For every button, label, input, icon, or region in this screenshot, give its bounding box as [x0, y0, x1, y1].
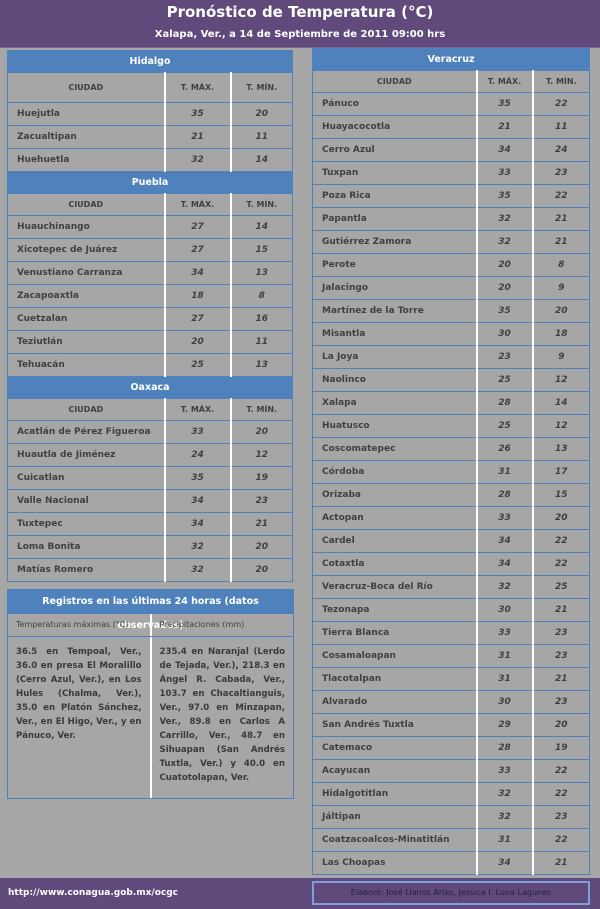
city-name: Gutiérrez Zamora [313, 231, 477, 254]
max-temp: 31 [477, 461, 533, 484]
column-header-min: T. MÍN. [231, 194, 293, 216]
table-row [313, 737, 590, 760]
city-name: Matías Romero [8, 559, 165, 582]
min-temp: 23 [533, 645, 590, 668]
max-temp: 25 [477, 415, 533, 438]
max-temp: 27 [165, 308, 231, 331]
column-header-max: T. MÁX. [477, 71, 533, 93]
min-temp: 9 [533, 277, 590, 300]
min-temp: 12 [231, 444, 293, 467]
city-name: Teziutlán [8, 331, 165, 354]
column-header-min: T. MÍN. [231, 73, 293, 103]
max-temp: 32 [165, 536, 231, 559]
city-name: Loma Bonita [8, 536, 165, 559]
table-row [8, 536, 293, 559]
min-temp: 23 [533, 806, 590, 829]
column-header-max: T. MÁX. [165, 194, 231, 216]
city-name: Huauchinango [8, 216, 165, 239]
city-name: Zacualtipan [8, 126, 165, 149]
max-temp: 21 [165, 126, 231, 149]
max-temp: 20 [477, 277, 533, 300]
city-name: Venustiano Carranza [8, 262, 165, 285]
max-temp: 33 [165, 421, 231, 444]
city-name: Tlacotalpan [313, 668, 477, 691]
table-row [8, 559, 293, 582]
table-row [313, 185, 590, 208]
title-bar [0, 0, 600, 48]
max-temp: 26 [477, 438, 533, 461]
table-row [8, 285, 293, 308]
table-row [313, 806, 590, 829]
min-temp: 19 [533, 737, 590, 760]
max-temp: 25 [477, 369, 533, 392]
city-name: Papantla [313, 208, 477, 231]
max-temp: 30 [477, 691, 533, 714]
min-temp: 22 [533, 93, 590, 116]
city-name: Martínez de la Torre [313, 300, 477, 323]
column-header-row [8, 399, 293, 421]
state-header-row [313, 49, 590, 71]
city-name: Tierra Blanca [313, 622, 477, 645]
min-temp: 14 [231, 149, 293, 172]
table-row [8, 308, 293, 331]
table-row [313, 254, 590, 277]
city-name: Valle Nacional [8, 490, 165, 513]
min-temp: 13 [231, 262, 293, 285]
column-header-city: CIUDAD [8, 73, 165, 103]
min-temp: 20 [231, 103, 293, 126]
table-row [313, 576, 590, 599]
max-temp: 25 [165, 354, 231, 377]
max-temp: 35 [477, 185, 533, 208]
city-name: Huautla de Jiménez [8, 444, 165, 467]
min-temp: 24 [533, 139, 590, 162]
state-name: Oaxaca [8, 377, 293, 399]
table-row [313, 852, 590, 875]
table-row [313, 438, 590, 461]
observed-max-text: 36.5 en Tempoal, Ver., 36.0 en presa El Moralillo (Cerro Azul, Ver.), en Los Hules (Chalma, Ver.), 35.0 en Platón Sánchez, Ver., en El Higo, Ver., y en Pánuco, Ver. [16, 647, 142, 741]
state-name: Hidalgo [8, 51, 293, 73]
city-name: Tuxpan [313, 162, 477, 185]
city-name: Coscomatepec [313, 438, 477, 461]
table-row [313, 783, 590, 806]
city-name: Huayacocotla [313, 116, 477, 139]
city-name: Tehuacán [8, 354, 165, 377]
min-temp: 15 [231, 239, 293, 262]
city-name: Pánuco [313, 93, 477, 116]
table-row [313, 231, 590, 254]
table-row [313, 392, 590, 415]
min-temp: 22 [533, 829, 590, 852]
max-temp: 18 [165, 285, 231, 308]
observed-max-label: Temperaturas máximas (°C) [16, 620, 129, 629]
state-header-row [8, 377, 293, 399]
table-row [8, 354, 293, 377]
min-temp: 11 [533, 116, 590, 139]
min-temp: 13 [533, 438, 590, 461]
column-header-city: CIUDAD [8, 194, 165, 216]
table-row [313, 277, 590, 300]
city-name: Xicotepec de Juárez [8, 239, 165, 262]
credit-box: Elaboró: José Llanos Arias, Jessica I. Luna Lagunes [312, 881, 590, 905]
footer-bar [0, 878, 600, 909]
page-title: Pronóstico de Temperatura (°C) [166, 3, 434, 21]
min-temp: 14 [533, 392, 590, 415]
min-temp: 15 [533, 484, 590, 507]
min-temp: 8 [533, 254, 590, 277]
min-temp: 25 [533, 576, 590, 599]
min-temp: 20 [231, 559, 293, 582]
city-name: Jalacingo [313, 277, 477, 300]
min-temp: 20 [231, 421, 293, 444]
table-row [313, 461, 590, 484]
max-temp: 31 [477, 668, 533, 691]
table-row [313, 645, 590, 668]
column-header-city: CIUDAD [8, 399, 165, 421]
left-forecast-table [7, 50, 293, 582]
table-row [8, 513, 293, 536]
max-temp: 34 [477, 139, 533, 162]
max-temp: 35 [165, 467, 231, 490]
max-temp: 27 [165, 216, 231, 239]
city-name: Zacapoaxtla [8, 285, 165, 308]
table-row [313, 139, 590, 162]
min-temp: 21 [533, 231, 590, 254]
max-temp: 30 [477, 599, 533, 622]
city-name: Naolinco [313, 369, 477, 392]
table-row [8, 490, 293, 513]
city-name: Tezonapa [313, 599, 477, 622]
table-row [8, 239, 293, 262]
max-temp: 34 [165, 513, 231, 536]
min-temp: 18 [533, 323, 590, 346]
table-row [313, 484, 590, 507]
max-temp: 28 [477, 484, 533, 507]
table-row [313, 622, 590, 645]
min-temp: 21 [533, 668, 590, 691]
max-temp: 34 [477, 553, 533, 576]
min-temp: 8 [231, 285, 293, 308]
min-temp: 23 [533, 162, 590, 185]
city-name: Acayucan [313, 760, 477, 783]
city-name: Coatzacoalcos-Minatitlán [313, 829, 477, 852]
max-temp: 35 [477, 93, 533, 116]
min-temp: 14 [231, 216, 293, 239]
max-temp: 23 [477, 346, 533, 369]
observed-precip-text: 235.4 en Naranjal (Lerdo de Tejada, Ver.), 218.3 en Ángel R. Cabada, Ver., 103.7 en Chacaltianguis, Ver., 97.0 en Minzapan, Ver., 89.8 en Carlos A Carrillo, Ver., 48.7 en Sihuapan (San Andrés Tuxtla, Ver.) y 40.0 en Cuatotolapan, Ver. [150, 637, 294, 798]
min-temp: 12 [533, 369, 590, 392]
city-name: Orizaba [313, 484, 477, 507]
city-name: Cotaxtla [313, 553, 477, 576]
table-row [313, 346, 590, 369]
max-temp: 33 [477, 622, 533, 645]
max-temp: 33 [477, 162, 533, 185]
max-temp: 20 [477, 254, 533, 277]
city-name: Poza Rica [313, 185, 477, 208]
max-temp: 28 [477, 392, 533, 415]
table-row [8, 331, 293, 354]
max-temp: 35 [477, 300, 533, 323]
city-name: Alvarado [313, 691, 477, 714]
max-temp: 34 [165, 262, 231, 285]
min-temp: 13 [231, 354, 293, 377]
source-link[interactable]: http://www.conagua.gob.mx/ocgc [8, 888, 179, 898]
table-row [313, 668, 590, 691]
max-temp: 35 [165, 103, 231, 126]
table-row [313, 691, 590, 714]
table-row [313, 415, 590, 438]
min-temp: 20 [533, 507, 590, 530]
table-row [8, 103, 293, 126]
min-temp: 21 [533, 208, 590, 231]
table-row [313, 553, 590, 576]
max-temp: 31 [477, 829, 533, 852]
max-temp: 34 [477, 530, 533, 553]
min-temp: 22 [533, 783, 590, 806]
column-header-max: T. MÁX. [165, 73, 231, 103]
state-header-row [8, 172, 293, 194]
city-name: Cerro Azul [313, 139, 477, 162]
city-name: Cardel [313, 530, 477, 553]
min-temp: 16 [231, 308, 293, 331]
table-row [313, 116, 590, 139]
city-name: Huatusco [313, 415, 477, 438]
min-temp: 23 [231, 490, 293, 513]
table-row [313, 162, 590, 185]
column-header-min: T. MÍN. [231, 399, 293, 421]
city-name: Córdoba [313, 461, 477, 484]
max-temp: 21 [477, 116, 533, 139]
max-temp: 33 [477, 760, 533, 783]
column-header-min: T. MÍN. [533, 71, 590, 93]
min-temp: 22 [533, 530, 590, 553]
city-name: Cuicatlan [8, 467, 165, 490]
city-name: Cuetzalan [8, 308, 165, 331]
max-temp: 24 [165, 444, 231, 467]
city-name: Actopan [313, 507, 477, 530]
table-row [313, 93, 590, 116]
veracruz-forecast-table [312, 48, 590, 875]
table-row [313, 599, 590, 622]
min-temp: 11 [231, 331, 293, 354]
min-temp: 9 [533, 346, 590, 369]
max-temp: 27 [165, 239, 231, 262]
max-temp: 31 [477, 645, 533, 668]
min-temp: 12 [533, 415, 590, 438]
state-name: Puebla [8, 172, 293, 194]
table-row [8, 126, 293, 149]
city-name: Hidalgotitlan [313, 783, 477, 806]
table-row [313, 300, 590, 323]
city-name: Jáltipan [313, 806, 477, 829]
table-row [8, 467, 293, 490]
max-temp: 28 [477, 737, 533, 760]
city-name: Huehuetla [8, 149, 165, 172]
min-temp: 21 [231, 513, 293, 536]
max-temp: 34 [165, 490, 231, 513]
max-temp: 30 [477, 323, 533, 346]
table-row [8, 216, 293, 239]
city-name: Misantla [313, 323, 477, 346]
max-temp: 32 [477, 231, 533, 254]
city-name: Catemaco [313, 737, 477, 760]
min-temp: 21 [533, 599, 590, 622]
table-row [313, 323, 590, 346]
city-name: Huejutla [8, 103, 165, 126]
max-temp: 32 [477, 806, 533, 829]
min-temp: 23 [533, 691, 590, 714]
table-row [8, 149, 293, 172]
min-temp: 11 [231, 126, 293, 149]
max-temp: 33 [477, 507, 533, 530]
table-row [8, 421, 293, 444]
min-temp: 21 [533, 852, 590, 875]
column-header-row [313, 71, 590, 93]
min-temp: 22 [533, 760, 590, 783]
table-row [313, 714, 590, 737]
min-temp: 17 [533, 461, 590, 484]
city-name: Las Choapas [313, 852, 477, 875]
column-header-city: CIUDAD [313, 71, 477, 93]
observed-records-panel [7, 589, 294, 799]
table-row [313, 760, 590, 783]
city-name: Xalapa [313, 392, 477, 415]
max-temp: 32 [165, 149, 231, 172]
table-row [8, 444, 293, 467]
city-name: Cosamaloapan [313, 645, 477, 668]
max-temp: 32 [477, 783, 533, 806]
max-temp: 32 [477, 576, 533, 599]
state-name: Veracruz [313, 49, 590, 71]
max-temp: 20 [165, 331, 231, 354]
min-temp: 20 [231, 536, 293, 559]
city-name: La Joya [313, 346, 477, 369]
table-row [313, 507, 590, 530]
max-temp: 32 [477, 208, 533, 231]
table-row [313, 530, 590, 553]
table-row [313, 369, 590, 392]
table-row [313, 829, 590, 852]
max-temp: 29 [477, 714, 533, 737]
observed-precip-label: Precipitaciones (mm) [150, 614, 294, 636]
min-temp: 23 [533, 622, 590, 645]
city-name: Acatlán de Pérez Figueroa [8, 421, 165, 444]
max-temp: 34 [477, 852, 533, 875]
min-temp: 20 [533, 300, 590, 323]
page-subtitle: Xalapa, Ver., a 14 de Septiembre de 2011 09:00 hrs [154, 29, 446, 40]
min-temp: 22 [533, 185, 590, 208]
city-name: Perote [313, 254, 477, 277]
table-row [8, 262, 293, 285]
table-row [313, 208, 590, 231]
column-header-row [8, 73, 293, 103]
min-temp: 20 [533, 714, 590, 737]
column-header-max: T. MÁX. [165, 399, 231, 421]
observed-records-title: Registros en las últimas 24 horas (datos observados) [8, 590, 293, 614]
min-temp: 19 [231, 467, 293, 490]
min-temp: 22 [533, 553, 590, 576]
city-name: Veracruz-Boca del Río [313, 576, 477, 599]
column-header-row [8, 194, 293, 216]
max-temp: 32 [165, 559, 231, 582]
state-header-row [8, 51, 293, 73]
city-name: Tuxtepec [8, 513, 165, 536]
city-name: San Andrés Tuxtla [313, 714, 477, 737]
